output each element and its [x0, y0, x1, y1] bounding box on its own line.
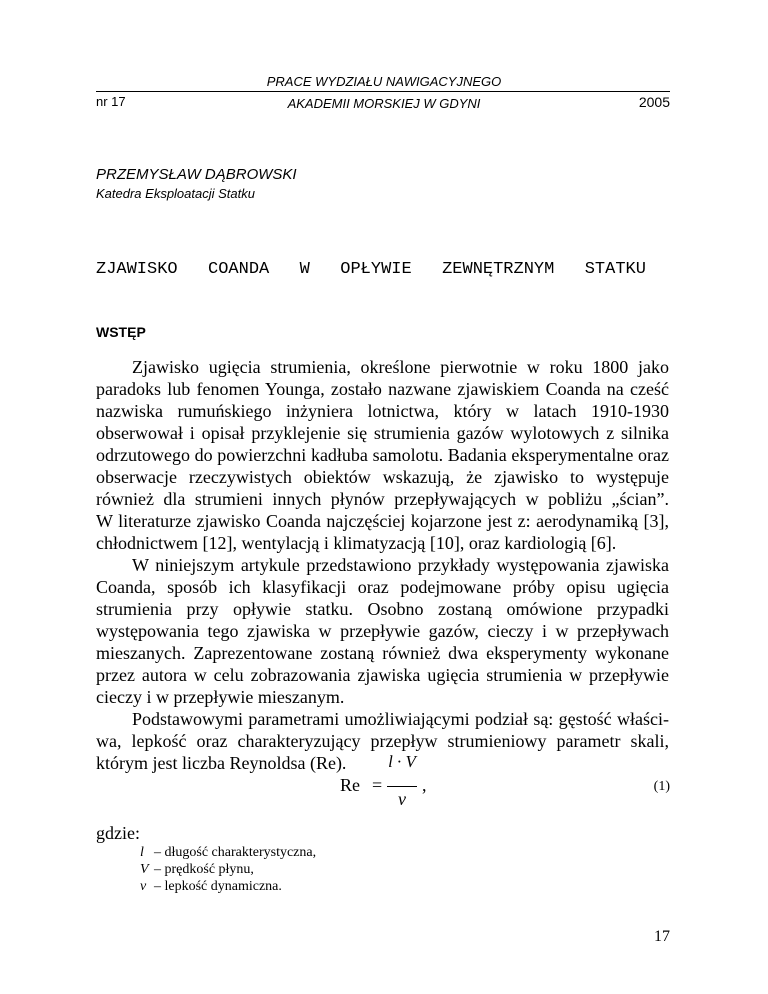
title-word: W [299, 260, 310, 279]
legend-symbol: l [140, 845, 144, 860]
journal-title-line1: PRACE WYDZIAŁU NAWIGACYJNEGO [266, 74, 502, 89]
equation-comma: , [422, 775, 427, 795]
paragraph-3 [96, 708, 669, 774]
equation-denominator: ν [398, 789, 406, 809]
text-line: obserwował i opisał przyklejenie się strumienia gazów wylotowych z silnika [96, 423, 669, 443]
equation-numerator: l · V [388, 752, 416, 771]
equation-equals: = [372, 775, 383, 795]
equation-lhs: Re [340, 775, 360, 795]
title-word: ZJAWISKO [96, 260, 178, 279]
legend-description: – lepkość dynamiczna. [154, 879, 282, 894]
text-line: mieszanych. Zaprezentowane zostaną również dwa eksperymenty wykonane [96, 643, 669, 663]
text-line: którym jest liczba Reynoldsa (Re). [96, 753, 347, 773]
title-word: ZEWNĘTRZNYM [442, 260, 555, 279]
header-rule [96, 91, 670, 92]
legend-symbol: V [140, 862, 149, 877]
text-line: występowania tego zjawiska w przepływie gazów, cieczy i w przepływach [96, 621, 669, 641]
author-affiliation: Katedra Eksploatacji Statku [96, 186, 255, 201]
paragraph-1 [96, 356, 669, 554]
where-label: gdzie: [96, 823, 140, 843]
journal-title-line2: AKADEMII MORSKIEJ W GDYNI [287, 96, 481, 111]
issue-number: nr 17 [96, 94, 126, 109]
paragraph-2 [96, 554, 669, 708]
text-line: wa, lepkość oraz charakteryzujący przepływ strumieniowy parametr skali, [96, 731, 669, 751]
article-title [96, 260, 646, 284]
text-line: cieczy i w przepływie mieszanym. [96, 687, 345, 707]
legend-symbol: ν [140, 879, 147, 894]
text-line: paradoks lub fenomen Younga, zostało nazwane zjawiskiem Coanda na cześć [96, 379, 669, 399]
legend-item-length [140, 845, 316, 861]
text-line: Zjawisko ugięcia strumienia, określone pierwotnie w roku 1800 jako [132, 357, 669, 377]
section-heading: WSTĘP [96, 324, 146, 340]
text-line: przez autora w celu zobrazowania zjawiska ugięcia strumienia w przepływie [96, 665, 669, 685]
fraction-bar [387, 786, 417, 787]
text-line: W literaturze zjawisko Coanda najczęściej kojarzone jest z: aerodynamiką [3], [96, 511, 669, 531]
page-number: 17 [654, 928, 670, 945]
author-name: PRZEMYSŁAW DĄBROWSKI [96, 166, 297, 183]
text-line: Coanda, sposób ich klasyfikacji oraz podejmowane próby opisu ugięcia [96, 577, 669, 597]
equation-number: (1) [653, 779, 670, 794]
text-line: Podstawowymi parametrami umożliwiającymi podział są: gęstość właści- [132, 709, 669, 729]
legend-item-viscosity [140, 879, 282, 895]
title-word: COANDA [208, 260, 270, 279]
text-line: również dla strumieni innych płynów przepływających w pobliżu „ścian”. [96, 489, 669, 509]
text-line: obserwacje rzeczywistych obiektów wskazują, że zjawisko to występuje [96, 467, 669, 487]
title-word: STATKU [584, 260, 646, 279]
legend-description: – długość charakterystyczna, [154, 845, 317, 860]
text-line: strumienia przy opływie statku. Osobno zostaną omówione przypadki [96, 599, 669, 619]
text-line: odrzutowego do powierzchni kadłuba samolotu. Badania eksperymentalne oraz [96, 445, 669, 465]
publication-year: 2005 [638, 94, 670, 110]
legend-item-velocity [140, 862, 254, 878]
legend-description: – prędkość płynu, [154, 862, 254, 877]
text-line: nazwiska rumuńskiego inżyniera lotnictwa, który w latach 1910-1930 [96, 401, 669, 421]
title-word: OPŁYWIE [340, 260, 412, 279]
text-line: chłodnictwem [12], wentylacją i klimatyzacją [10], oraz kardiologią [6]. [96, 533, 617, 553]
text-line: W niniejszym artykule przedstawiono przykłady występowania zjawiska [132, 555, 669, 575]
